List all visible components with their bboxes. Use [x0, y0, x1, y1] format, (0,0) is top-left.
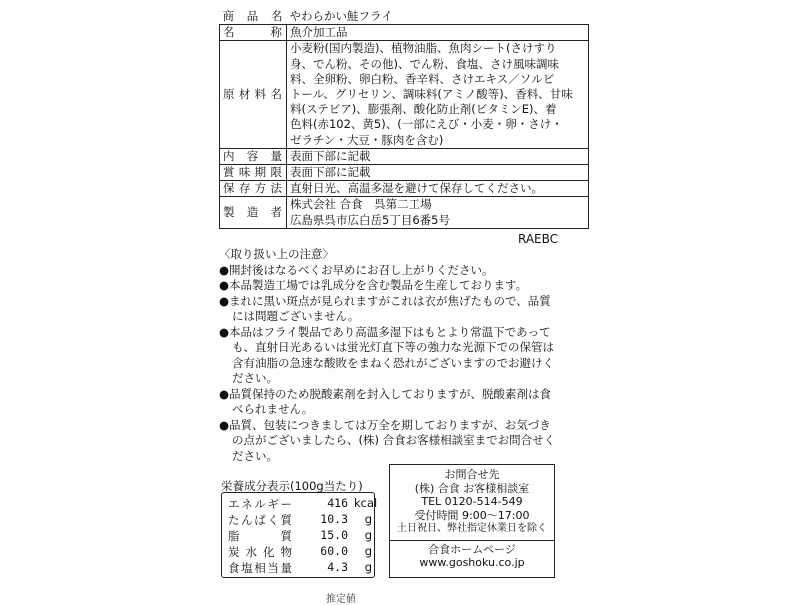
nutrient-name: 脂質	[228, 529, 292, 543]
maker-row	[220, 197, 589, 228]
note-item: ●本品製造工場では乳成分を含む製品を生産しております。	[219, 278, 528, 292]
ingredients-line: ゼラチン・大豆・豚肉を含む)	[290, 132, 444, 147]
nutrition-row	[228, 512, 372, 528]
ingredients-line: 色料(赤102、黄5)、(一部にえび・小麦・卵・さけ・	[290, 117, 563, 132]
lot-code: RAEBC	[518, 232, 559, 246]
note-item: ●品質保持のため脱酸素剤を封入しておりますが、脱酸素剤は食べられません。	[219, 386, 552, 416]
contents-value: 表面下部に記載	[287, 148, 589, 164]
ingredients-line: 小麦粉(国内製造)、植物油脂、魚肉シート(さけすり	[290, 41, 557, 56]
nutrition-title: 栄養成分表示(100g当たり)	[221, 479, 363, 493]
nutrient-value: 10.3	[320, 512, 348, 526]
nutrient-value: 60.0	[320, 544, 348, 558]
product-name-label: 商品名	[220, 9, 287, 25]
nutrient-name: たんぱく質	[228, 513, 292, 527]
maker-value	[287, 197, 589, 228]
contact-box	[389, 464, 555, 578]
nutrient-value: 416	[327, 496, 348, 510]
nutrient-unit: g	[364, 528, 372, 542]
ingredients-row	[220, 41, 589, 148]
bestbefore-row	[220, 165, 589, 181]
category-row	[220, 25, 589, 41]
nutrient-value: 15.0	[320, 528, 348, 542]
maker-line: 広島県呉市広白岳5丁目6番5号	[290, 212, 450, 227]
nutrition-row	[228, 528, 372, 544]
nutrient-name: エネルギー	[228, 497, 292, 511]
category-label: 名称	[220, 25, 287, 41]
nutrient-name: 炭水化物	[228, 545, 292, 559]
contents-row	[220, 148, 589, 164]
ingredients-line: 料、全卵粉、卵白粉、香辛料、さけエキス／ソルビ	[290, 71, 555, 86]
product-info-table	[219, 9, 589, 229]
product-name-value: やわらかい鮭フライ	[287, 9, 589, 25]
bestbefore-value: 表面下部に記載	[287, 165, 589, 181]
contact-tel: TEL 0120-514-549	[421, 495, 523, 508]
note-item: ●本品はフライ製品であり高温多湿下はもとより常温下であっても、直射日光あるいは蛍光灯直下等の強力な光源下での保管は含有油脂の急速な酸敗をまねく恐れがございますのでお避けください。	[219, 324, 554, 385]
nutrition-footnote: 推定値	[326, 594, 356, 605]
contact-company: (株) 合食 お客様相談室	[414, 481, 530, 495]
contents-label: 内容量	[220, 148, 287, 164]
nutrition-row	[228, 544, 372, 560]
storage-row	[220, 181, 589, 197]
handling-notes	[219, 247, 559, 464]
nutrition-table	[221, 492, 378, 578]
contact-hours: 受付時間 9:00～17:00	[414, 508, 530, 522]
ingredients-label: 原材料名	[220, 41, 287, 148]
category-value: 魚介加工品	[287, 25, 589, 41]
storage-value: 直射日光、高温多湿を避けて保存してください。	[287, 181, 589, 197]
nutrition-row	[228, 560, 372, 576]
ingredients-line: 料(ステビア)、膨張剤、酸化防止剤(ビタミンE)、着	[290, 102, 557, 117]
nutrient-name: 食塩相当量	[228, 561, 292, 575]
ingredients-line: 身、でん粉、その他)、でん粉、食塩、さけ風味調味	[290, 56, 559, 71]
ingredients-value	[287, 41, 589, 148]
storage-label: 保存方法	[220, 181, 287, 197]
homepage-label: 合食ホームページ	[428, 542, 516, 556]
contact-closed: 土日祝日、弊社指定休業日を除く	[397, 523, 547, 534]
nutrient-unit: g	[364, 560, 372, 574]
maker-line: 株式会社 合食 呉第二工場	[290, 197, 432, 212]
nutrient-unit: kcal	[354, 496, 378, 510]
notes-title: 〈取り扱い上の注意〉	[219, 247, 334, 261]
contact-divider	[390, 540, 554, 541]
maker-label: 製造者	[220, 197, 287, 228]
nutrient-unit: g	[364, 512, 372, 526]
nutrient-value: 4.3	[327, 560, 348, 574]
bestbefore-label: 賞味期限	[220, 165, 287, 181]
nutrient-unit: g	[364, 544, 372, 558]
note-item: ●品質、包装につきましては万全を期しておりますが、お気づきの点がございましたら、(株) 合食お客様相談室までお問合せください。	[219, 417, 556, 463]
note-item: ●開封後はなるべくお早めにお召し上がりください。	[219, 262, 494, 277]
product-name-row	[220, 9, 589, 25]
note-item: ●まれに黒い斑点が見られますがこれは衣が焦げたもので、品質には問題ございません。	[219, 293, 551, 323]
contact-title: お問合せ先	[444, 468, 500, 481]
homepage-url[interactable]: www.goshoku.co.jp	[419, 556, 525, 569]
ingredients-line: トール、グリセリン、調味料(アミノ酸等)、香料、甘味	[290, 87, 573, 102]
nutrition-row	[228, 496, 378, 512]
